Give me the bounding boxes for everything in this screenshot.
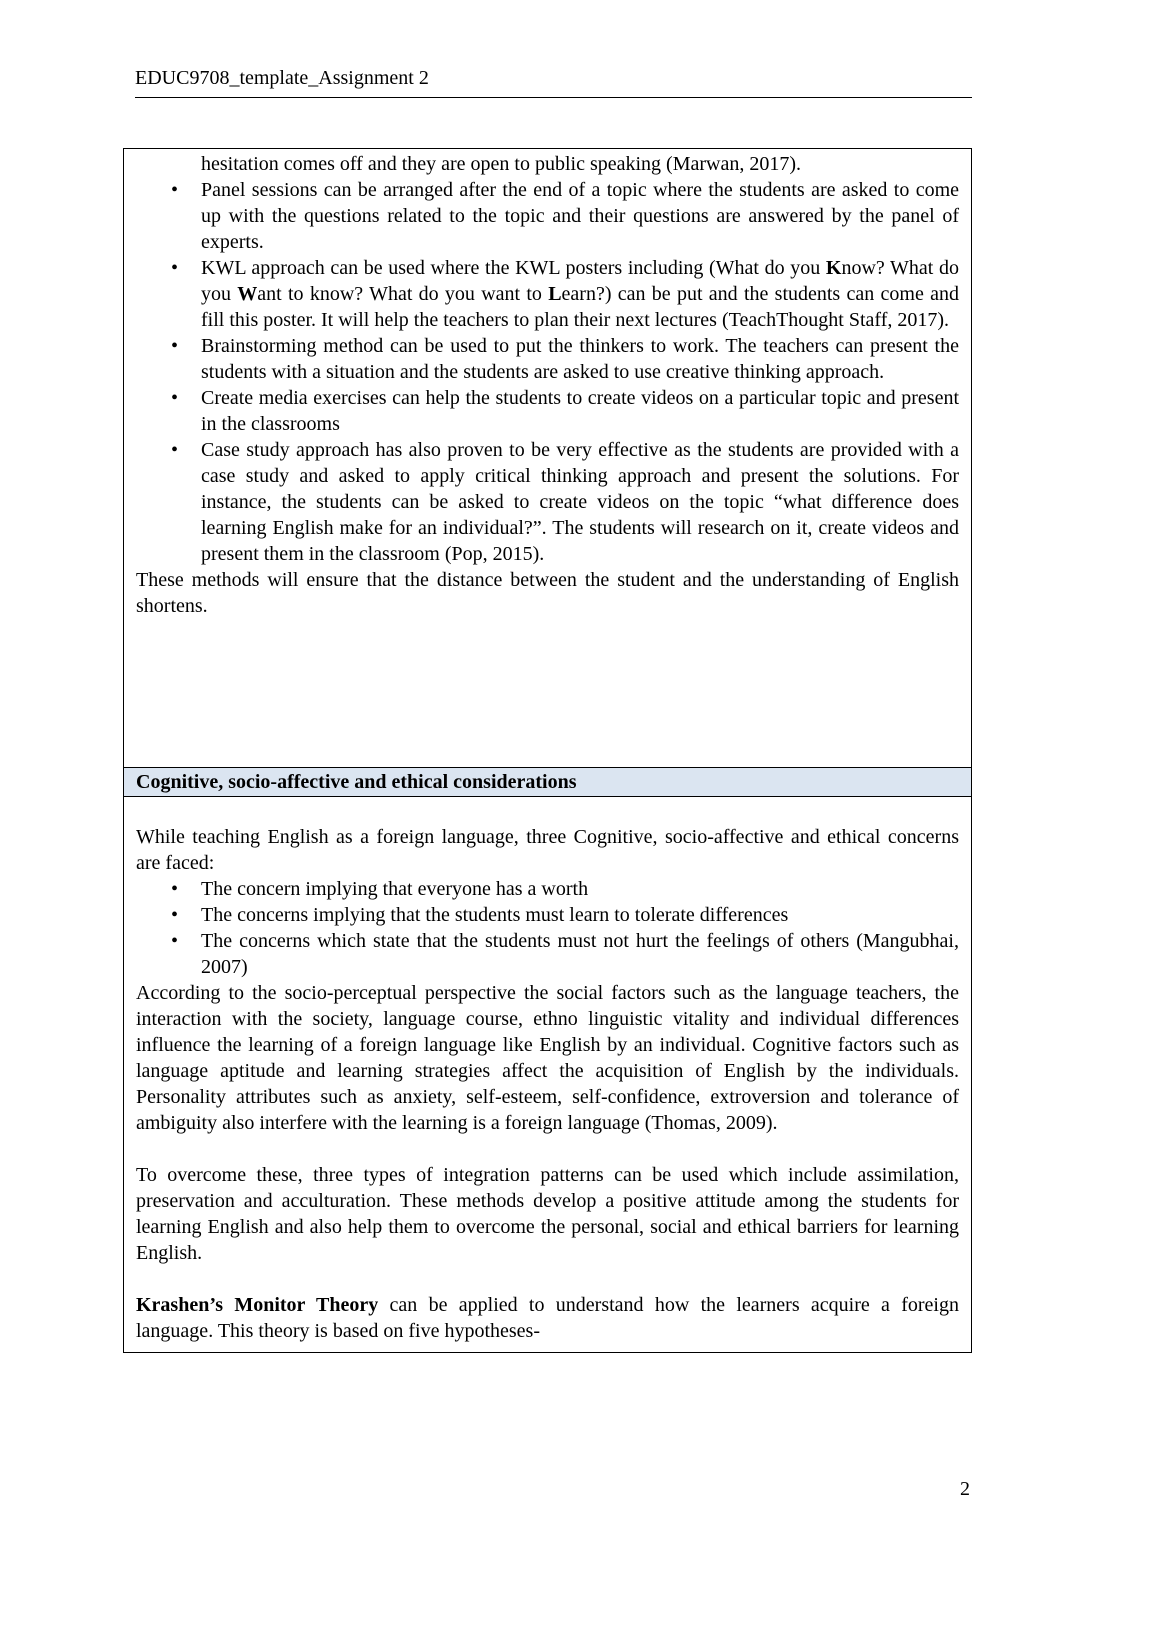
- page-number: 2: [960, 1478, 970, 1500]
- continued-paragraph: hesitation comes off and they are open to public speaking (Marwan, 2017).: [201, 153, 802, 175]
- section-heading: Cognitive, socio-affective and ethical considerations: [136, 771, 577, 793]
- section-heading-row: [124, 767, 971, 797]
- list-item-brainstorming: • Brainstorming method can be used to put the thinkers to work. The teachers can present the students with a situation and the students are asked to use creative thinking approach.: [136, 333, 959, 385]
- text-segment: earn?) can be put and the students can come and fill this poster. It will help the teachers to plan their next lectures (TeachThought Staff, 2017).: [201, 283, 959, 331]
- text-segment: K: [825, 257, 842, 279]
- methods-list: [136, 177, 959, 567]
- socio-perceptual-paragraph: According to the socio-perceptual perspective the social factors such as the language teachers, the interaction with the society, language course, ethno linguistic vitality and individual differences influence the learning of a foreign language like English by an individual. Cognitive factors such as language aptitude and learning strategies affect the acquisition of English by the individuals. Personality attributes such as anxiety, self-esteem, self-confidence, extroversion and tolerance of ambiguity also interfere with the learning is a foreign language (Thomas, 2009).: [136, 982, 959, 1134]
- text-segment: ant to know? What do you want to: [257, 283, 549, 305]
- text-segment: KWL approach can be used where the KWL posters including (What do you: [201, 257, 826, 279]
- list-item-kwl: [136, 255, 959, 333]
- list-item-worth: • The concern implying that everyone has a worth: [136, 876, 959, 902]
- list-item-case-study: • Case study approach has also proven to be very effective as the students are provided with a case study and asked to apply critical thinking approach and present the solutions. For instance, the students can be asked to create videos on the topic “what difference does learning English make for an individual?”. The students will research on it, create videos and present them in the classroom (Pop, 2015).: [136, 437, 959, 567]
- list-item-panel-sessions: • Panel sessions can be arranged after the end of a topic where the students are asked to come up with the questions related to the topic and their questions are answered by the panel of experts.: [136, 177, 959, 255]
- document-header: [135, 66, 972, 98]
- text-segment: L: [548, 283, 562, 305]
- krashen-paragraph: [136, 1292, 959, 1344]
- text-segment: W: [237, 283, 258, 305]
- integration-paragraph: To overcome these, three types of integration patterns can be used which include assimilation, preservation and acculturation. These methods develop a positive attitude among the students for learning English and also help them to overcome the personal, social and ethical barriers for learning English.: [136, 1164, 959, 1264]
- text-segment: Krashen’s Monitor Theory: [136, 1294, 379, 1316]
- list-item-feelings: • The concerns which state that the students must not hurt the feelings of others (Mangubhai, 2007): [136, 928, 959, 980]
- methods-cell: [124, 149, 971, 767]
- considerations-intro-paragraph: While teaching English as a foreign language, three Cognitive, socio-affective and ethical concerns are faced:: [136, 826, 959, 874]
- text-segment: can be applied to understand how the learners acquire a foreign language. This theory is based on five hypotheses-: [136, 1294, 959, 1342]
- text-segment: now? What do you: [201, 257, 959, 305]
- content-table: [123, 148, 972, 1353]
- list-item-tolerate: • The concerns implying that the students must learn to tolerate differences: [136, 902, 959, 928]
- concerns-list: [136, 876, 959, 980]
- methods-summary-paragraph: These methods will ensure that the distance between the student and the understanding of English shortens.: [136, 569, 959, 617]
- considerations-cell: [124, 797, 971, 1352]
- list-item-create-media: • Create media exercises can help the students to create videos on a particular topic and present in the classrooms: [136, 385, 959, 437]
- header-title: EDUC9708_template_Assignment 2: [135, 67, 429, 89]
